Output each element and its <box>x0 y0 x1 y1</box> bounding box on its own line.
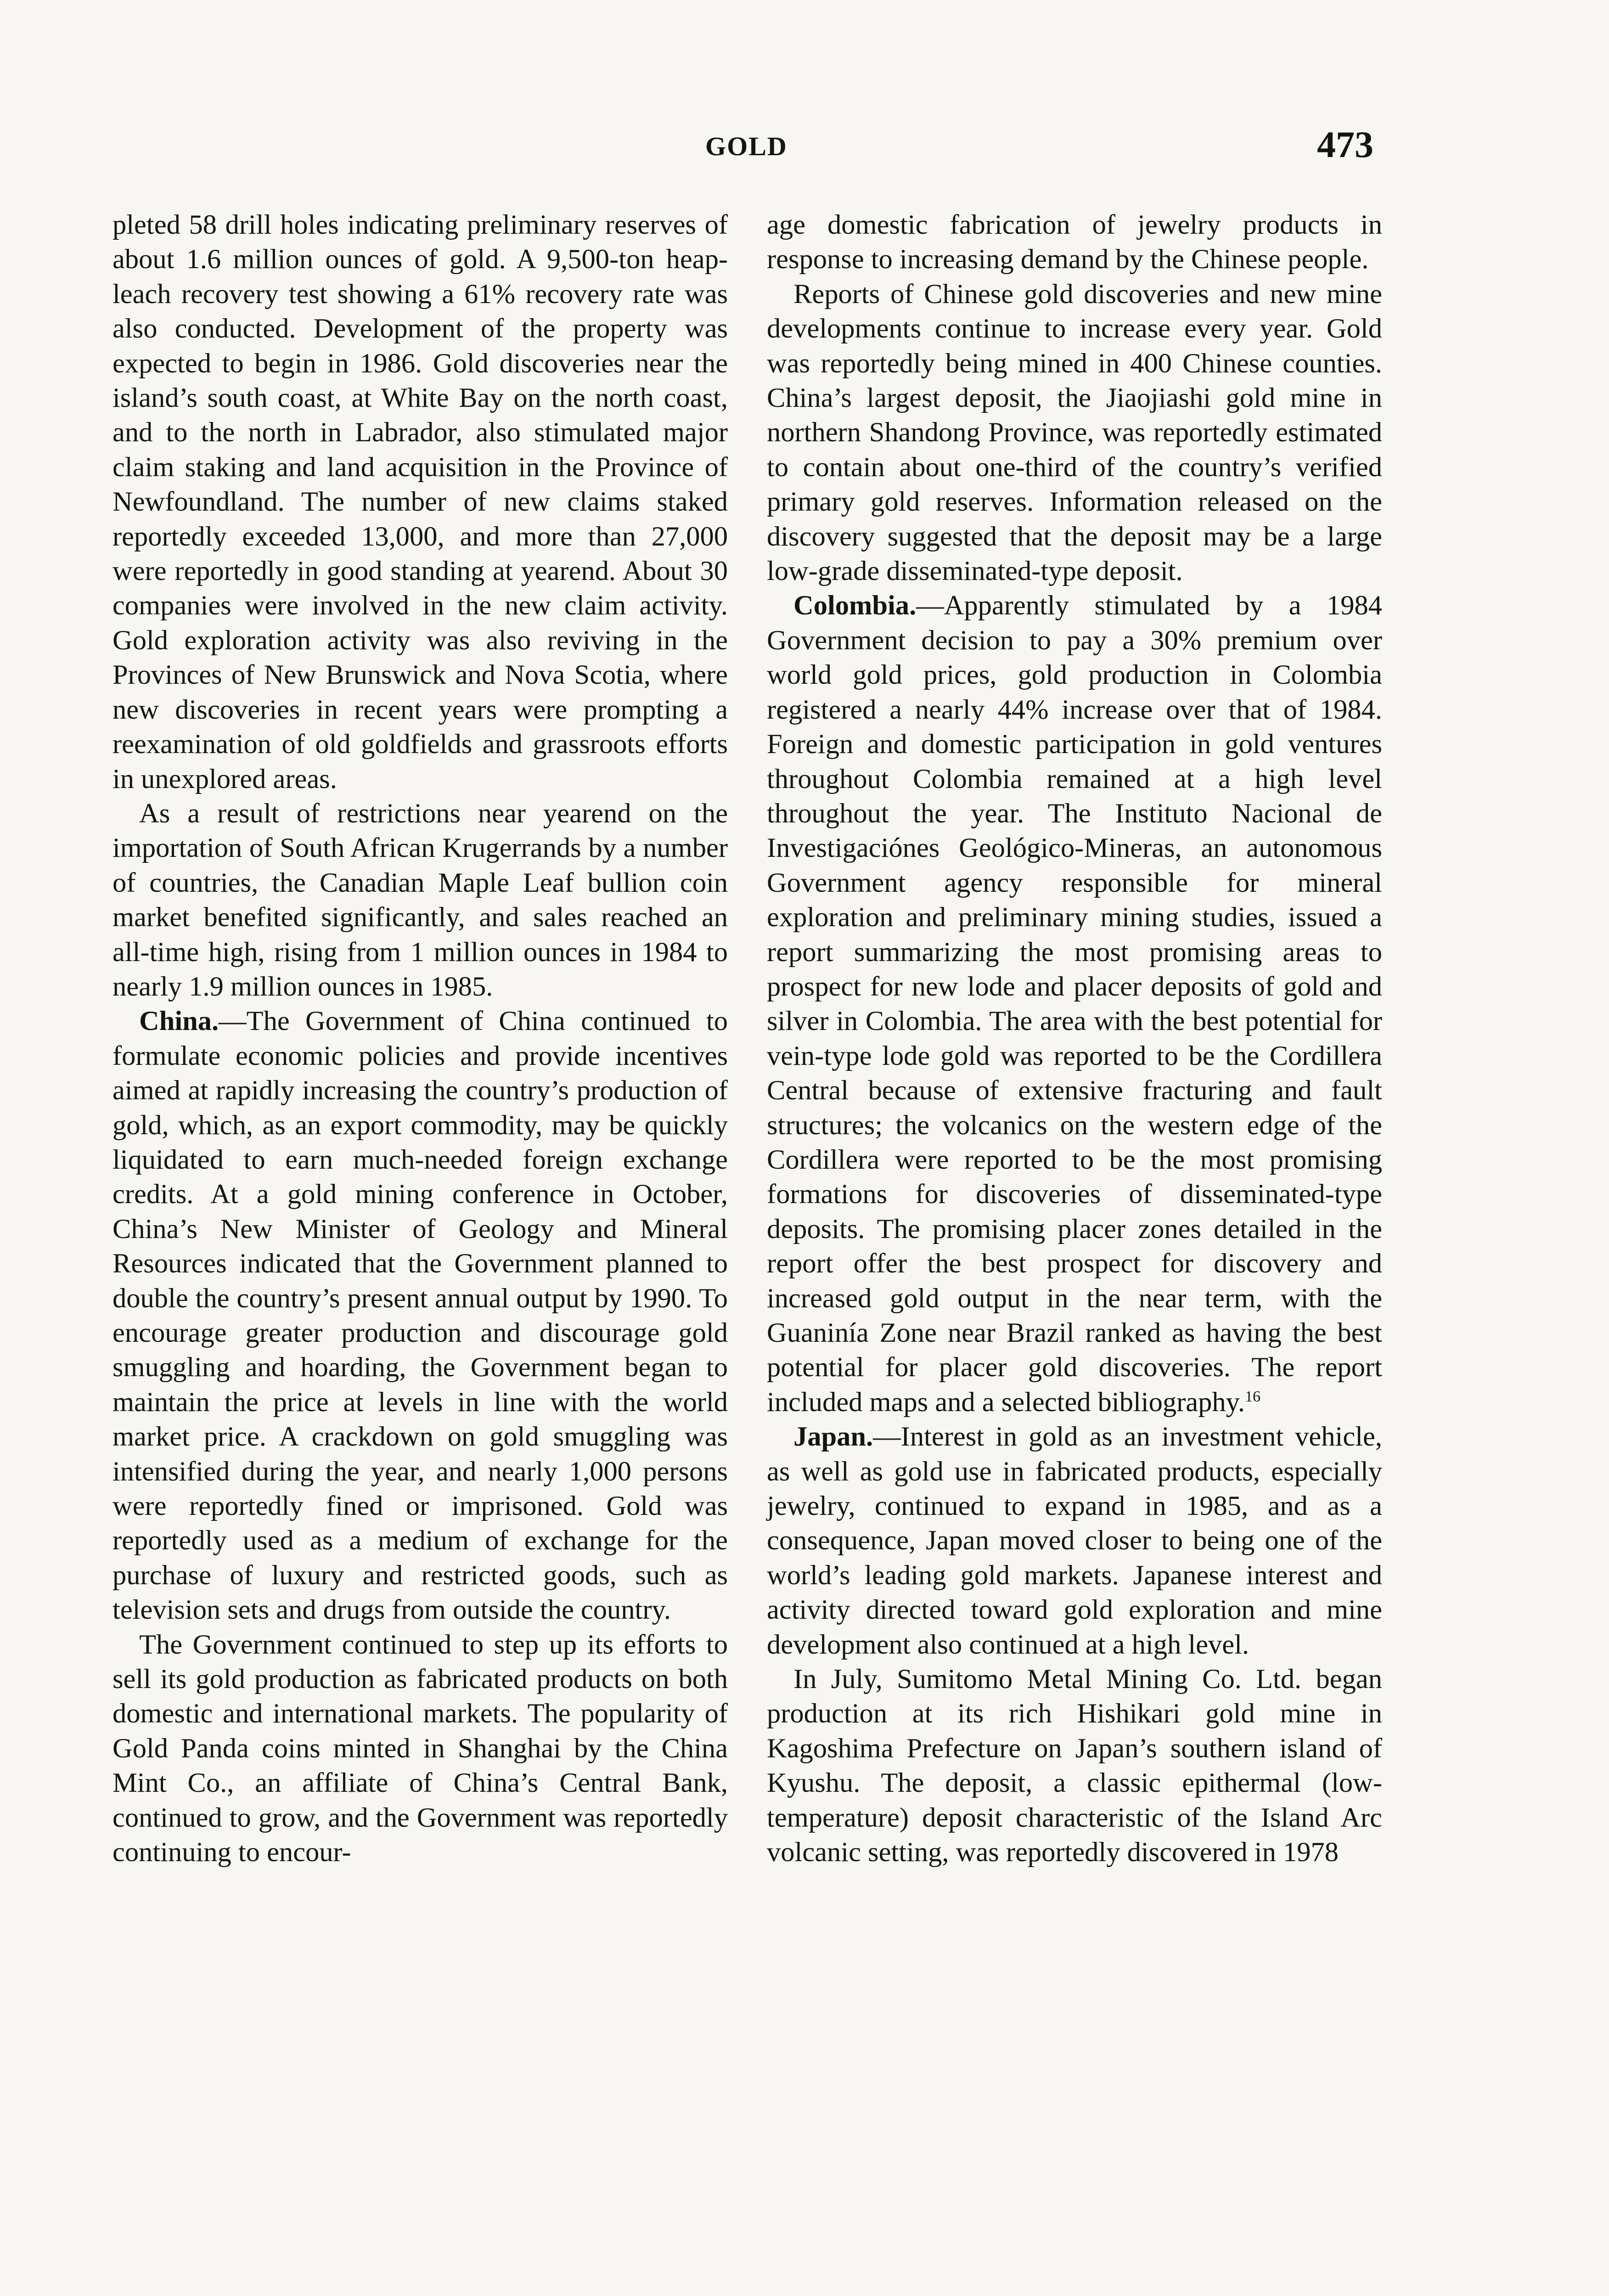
paragraph-maple-leaf: As a result of restrictions near yearend on the importation of South African Krugerrands by a number of countries, the Canadian Maple Leaf bullion coin market benefited significantly, and sales reached an all-time high, rising from 1 million ounces in 1984 to nearly 1.9 million ounces in 1985. <box>113 798 728 1002</box>
colombia-heading: Colombia. <box>793 590 917 621</box>
left-column <box>113 208 728 1870</box>
paragraph-colombia <box>767 588 1382 1419</box>
china-heading: China. <box>139 1006 219 1037</box>
china-text: —The Government of China continued to formulate economic policies and provide incentives aimed at rapidly increasing the country’s production of gold, which, as an export commodity, may be quickly liquidated to earn much-needed foreign exchange credits. At a gold mining conference in October, China’s New Minister of Geology and Mineral Resources indicated that the Government planned to double the country’s present annual output by 1990. To encourage greater production and discourage gold smuggling and hoarding, the Government began to maintain the price at levels in line with the world market price. A crackdown on gold smuggling was intensified during the year, and nearly 1,000 persons were reportedly fined or imprisoned. Gold was reportedly used as a medium of exchange for the purchase of luxury and restricted goods, such as television sets and drugs from outside the country. <box>113 1006 728 1626</box>
japan-heading: Japan. <box>793 1421 873 1452</box>
japan-text: —Interest in gold as an investment vehicle, as well as gold use in fabricated products, especially jewelry, continued to expand in 1985, and as a consequence, Japan moved closer to being one of the world’s leading gold markets. Japanese interest and activity directed toward gold exploration and mine development also continued at a high level. <box>767 1421 1382 1660</box>
paragraph-chinese-discoveries: Reports of Chinese gold discoveries and new mine developments continue to increase every year. Gold was reportedly being mined in 400 Chinese counties. China’s largest deposit, the Jiaojiashi gold mine in northern Shandong Province, was reportedly estimated to contain about one-third of the country’s verified primary gold reserves. Information released on the discovery suggested that the deposit may be a large low-grade disseminated-type deposit. <box>767 278 1382 587</box>
paragraph-newfoundland: pleted 58 drill holes indicating preliminary reserves of about 1.6 million ounces of gold. A 9,500-ton heap-leach recovery test showing a 61% recovery rate was also conducted. Development of the property was expected to begin in 1986. Gold discoveries near the island’s south coast, at White Bay on the north coast, and to the north in Labrador, also stimulated major claim staking and land acquisition in the Province of Newfoundland. The number of new claims staked reportedly exceeded 13,000, and more than 27,000 were reportedly in good standing at yearend. About 30 companies were involved in the new claim activity. Gold exploration activity was also reviving in the Provinces of New Brunswick and Nova Scotia, where new discoveries in recent years were prompting a reexamination of old goldfields and grassroots efforts in unexplored areas. <box>113 209 728 794</box>
paragraph-japan <box>767 1419 1382 1662</box>
paragraph-chinese-fabrication: age domestic fabrication of jewelry products in response to increasing demand by the Chinese people. <box>767 209 1382 275</box>
running-head: GOLD <box>705 131 788 161</box>
paragraph-china-gold-sales: The Government continued to step up its efforts to sell its gold production as fabricated products on both domestic and international markets. The popularity of Gold Panda coins minted in Shanghai by the China Mint Co., an affiliate of China’s Central Bank, continued to grow, and the Government was reportedly continuing to encour- <box>113 1629 728 1868</box>
paragraph-hishikari: In July, Sumitomo Metal Mining Co. Ltd. began production at its rich Hishikari gold mine in Kagoshima Prefecture on Japan’s southern island of Kyushu. The deposit, a classic epithermal (low-temperature) deposit characteristic of the Island Arc volcanic setting, was reportedly discovered in 1978 <box>767 1664 1382 1868</box>
right-column <box>767 208 1382 1870</box>
colombia-text: —Apparently stimulated by a 1984 Government decision to pay a 30% premium over world gold prices, gold production in Colombia registered a nearly 44% increase over that of 1984. Foreign and domestic participation in gold ventures throughout Colombia remained at a high level throughout the year. The Instituto Nacional de Investigaciónes Geológico-Mineras, an autonomous Government agency responsible for mineral exploration and preliminary mining studies, issued a report summarizing the most promising areas to prospect for new lode and placer deposits of gold and silver in Colombia. The area with the best potential for vein-type lode gold was reported to be the Cordillera Central because of extensive fracturing and fault structures; the volcanics on the western edge of the Cordillera were reported to be the most promising formations for discoveries of disseminated-type deposits. The promising placer zones detailed in the report offer the best prospect for discovery and increased gold output in the near term, with the Guaninía Zone near Brazil ranked as having the best potential for placer gold discoveries. The report included maps and a selected bibliography. <box>767 590 1382 1418</box>
footnote-marker: 16 <box>1245 1388 1261 1405</box>
page-number: 473 <box>1317 124 1373 165</box>
paragraph-china <box>113 1004 728 1627</box>
